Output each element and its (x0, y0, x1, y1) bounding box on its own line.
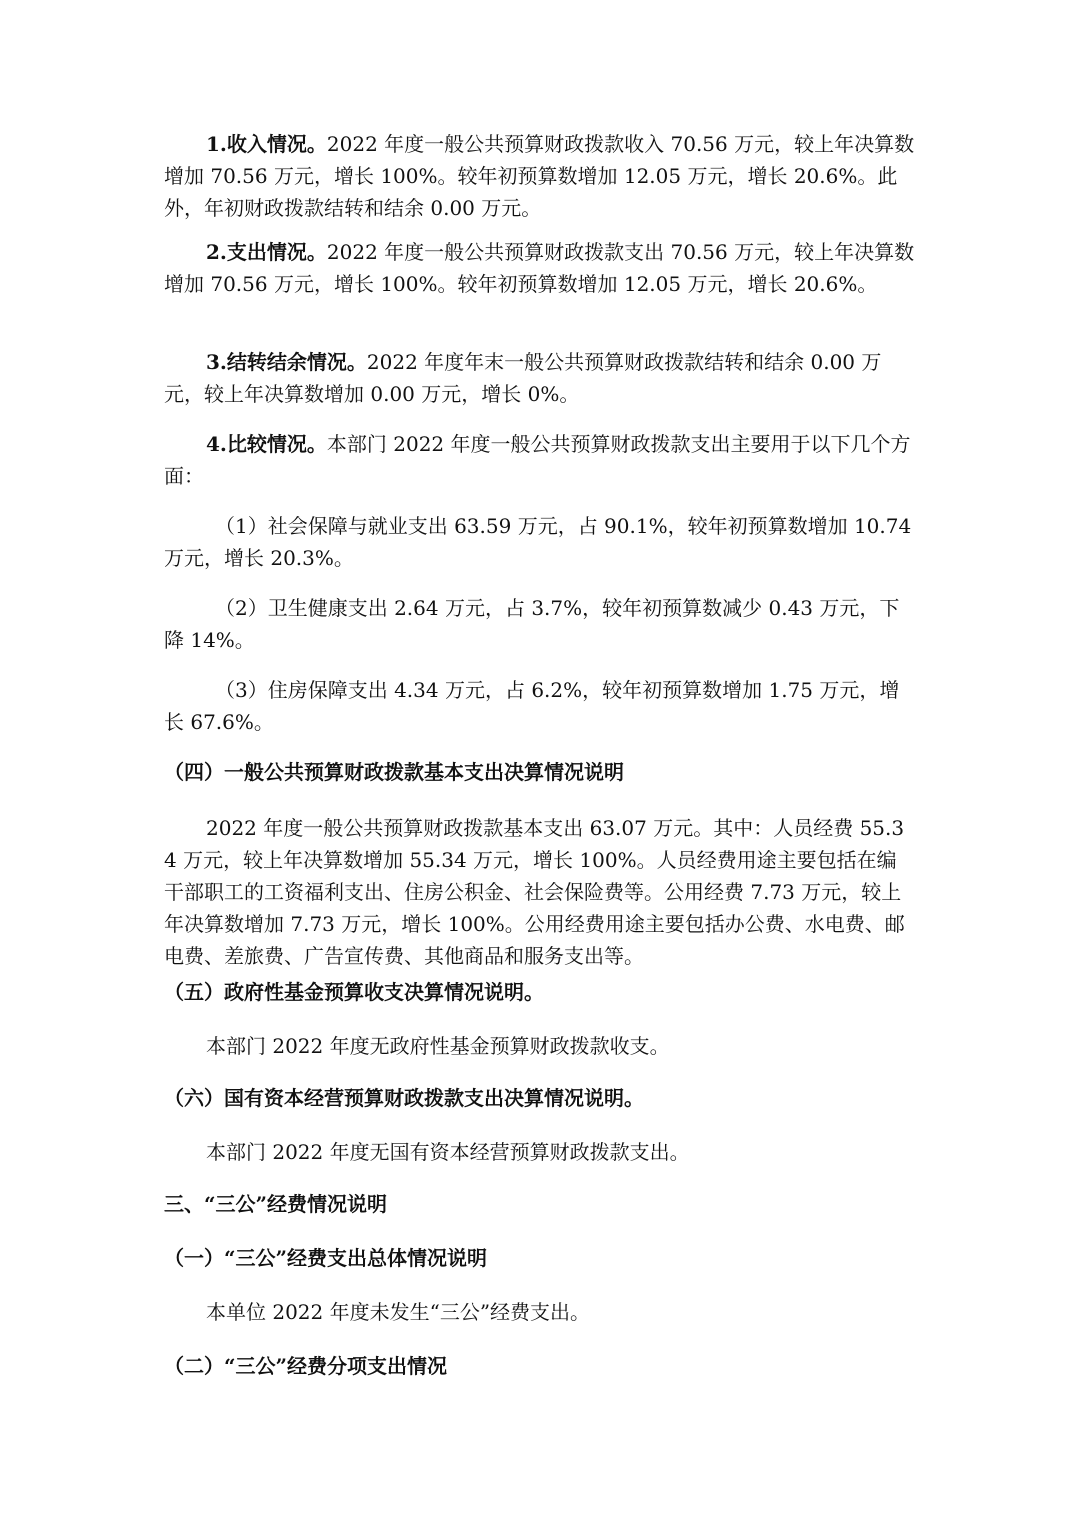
paragraph-lead: 4.比较情况。 (206, 432, 327, 456)
paragraph-government-fund: 本部门 2022 年度无政府性基金预算财政拨款收支。 (206, 1034, 670, 1058)
heading-section-three-public: 三、“三公”经费情况说明 (164, 1192, 388, 1216)
paragraph-text: 2022 年度一般公共预算财政拨款支出 70.56 万元，较上年决算数增加 70.56 万元，增长 100%。较年初预算数增加 12.05 万元，增长 20.6%。 (164, 240, 915, 296)
paragraph-carryover (164, 346, 916, 410)
paragraph-comparison (164, 428, 916, 492)
heading-government-fund: （五）政府性基金预算收支决算情况说明。 (164, 980, 544, 1004)
paragraph-item-health: （2）卫生健康支出 2.64 万元，占 3.7%，较年初预算数减少 0.43 万元，下降 14%。 (164, 596, 900, 652)
heading-state-capital: （六）国有资本经营预算财政拨款支出决算情况说明。 (164, 1086, 644, 1110)
paragraph-item-social-security: （1）社会保障与就业支出 63.59 万元，占 90.1%，较年初预算数增加 10.74 万元，增长 20.3%。 (164, 514, 912, 570)
paragraph-lead: 2.支出情况。 (206, 240, 327, 264)
paragraph-text: 2022 年度年末一般公共预算财政拨款结转和结余 0.00 万元，较上年决算数增加 0.00 万元，增长 0%。 (164, 350, 882, 406)
paragraph-basic-expenditure: 2022 年度一般公共预算财政拨款基本支出 63.07 万元。其中：人员经费 55.34 万元，较上年决算数增加 55.34 万元，增长 100%。人员经费用途主要包括在编干部职工的工资福利支出、住房公积金、社会保险费等。公用经费 7.73 万元，较上年决算数增加 7.73 万元，增长 100%。公用经费用途主要包括办公费、水电费、邮电费、差旅费、广告宣传费、其他商品和服务支出等。 (164, 816, 905, 968)
paragraph-item-housing: （3）住房保障支出 4.34 万元，占 6.2%，较年初预算数增加 1.75 万元，增长 67.6%。 (164, 678, 900, 734)
heading-three-public-itemized: （二）“三公”经费分项支出情况 (164, 1354, 448, 1378)
paragraph-lead: 3.结转结余情况。 (206, 350, 367, 374)
paragraph-expenditure (164, 236, 916, 300)
paragraph-lead: 1.收入情况。 (206, 132, 327, 156)
paragraph-income (164, 128, 916, 224)
heading-three-public-overall: （一）“三公”经费支出总体情况说明 (164, 1246, 488, 1270)
paragraph-three-public: 本单位 2022 年度未发生“三公”经费支出。 (206, 1300, 591, 1324)
paragraph-state-capital: 本部门 2022 年度无国有资本经营预算财政拨款支出。 (206, 1140, 690, 1164)
heading-basic-expenditure: （四）一般公共预算财政拨款基本支出决算情况说明 (164, 760, 624, 784)
paragraph-text: 本部门 2022 年度一般公共预算财政拨款支出主要用于以下几个方面： (164, 432, 911, 488)
paragraph-text: 2022 年度一般公共预算财政拨款收入 70.56 万元，较上年决算数增加 70.56 万元，增长 100%。较年初预算数增加 12.05 万元，增长 20.6%。此外，年初财政拨款结转和结余 0.00 万元。 (164, 132, 915, 220)
